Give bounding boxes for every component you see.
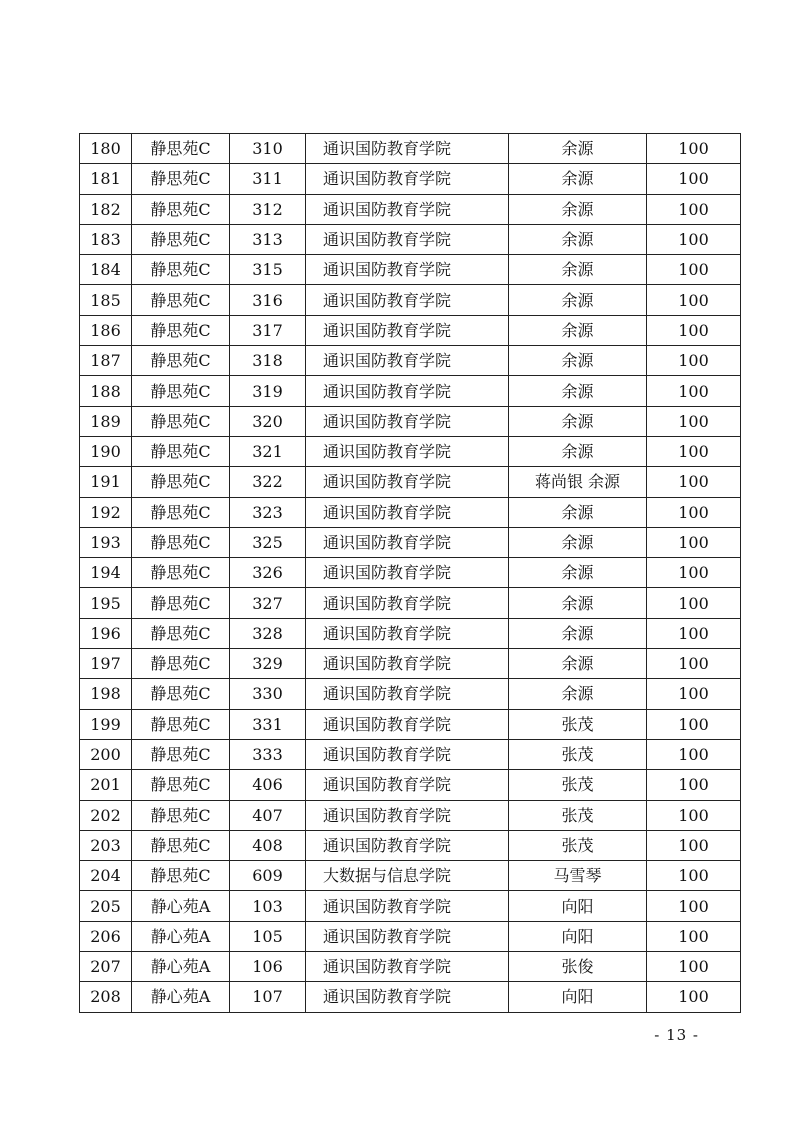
instructor-cell: 余源 — [509, 255, 647, 285]
score-cell: 100 — [647, 800, 741, 830]
score-cell: 100 — [647, 982, 741, 1012]
row-number-cell: 207 — [80, 952, 132, 982]
room-cell: 315 — [230, 255, 306, 285]
instructor-cell: 余源 — [509, 315, 647, 345]
room-cell: 317 — [230, 315, 306, 345]
row-number-cell: 196 — [80, 618, 132, 648]
building-cell: 静心苑A — [132, 982, 230, 1012]
building-cell: 静心苑A — [132, 952, 230, 982]
instructor-cell: 余源 — [509, 134, 647, 164]
building-cell: 静思苑C — [132, 709, 230, 739]
room-cell: 325 — [230, 527, 306, 557]
room-cell: 103 — [230, 891, 306, 921]
table-row — [80, 800, 741, 830]
row-number-cell: 192 — [80, 497, 132, 527]
college-cell: 通识国防教育学院 — [306, 134, 509, 164]
table-row — [80, 618, 741, 648]
row-number-cell: 193 — [80, 527, 132, 557]
score-cell: 100 — [647, 739, 741, 769]
instructor-cell: 余源 — [509, 497, 647, 527]
score-cell: 100 — [647, 255, 741, 285]
instructor-cell: 张俊 — [509, 952, 647, 982]
dormitory-score-table — [79, 133, 741, 1013]
row-number-cell: 205 — [80, 891, 132, 921]
score-cell: 100 — [647, 830, 741, 860]
score-cell: 100 — [647, 921, 741, 951]
table-row — [80, 891, 741, 921]
room-cell: 326 — [230, 558, 306, 588]
row-number-cell: 197 — [80, 649, 132, 679]
college-cell: 通识国防教育学院 — [306, 376, 509, 406]
room-cell: 311 — [230, 164, 306, 194]
table-row — [80, 952, 741, 982]
row-number-cell: 200 — [80, 739, 132, 769]
table-row — [80, 709, 741, 739]
building-cell: 静思苑C — [132, 436, 230, 466]
building-cell: 静思苑C — [132, 224, 230, 254]
row-number-cell: 201 — [80, 770, 132, 800]
room-cell: 329 — [230, 649, 306, 679]
building-cell: 静思苑C — [132, 588, 230, 618]
score-cell: 100 — [647, 346, 741, 376]
row-number-cell: 199 — [80, 709, 132, 739]
room-cell: 319 — [230, 376, 306, 406]
college-cell: 通识国防教育学院 — [306, 194, 509, 224]
instructor-cell: 向阳 — [509, 921, 647, 951]
table-row — [80, 376, 741, 406]
room-cell: 106 — [230, 952, 306, 982]
instructor-cell: 余源 — [509, 527, 647, 557]
table-row — [80, 921, 741, 951]
row-number-cell: 187 — [80, 346, 132, 376]
score-cell: 100 — [647, 376, 741, 406]
college-cell: 通识国防教育学院 — [306, 255, 509, 285]
instructor-cell: 张茂 — [509, 830, 647, 860]
table-row — [80, 770, 741, 800]
college-cell: 通识国防教育学院 — [306, 739, 509, 769]
table-row — [80, 467, 741, 497]
row-number-cell: 185 — [80, 285, 132, 315]
college-cell: 通识国防教育学院 — [306, 830, 509, 860]
instructor-cell: 向阳 — [509, 982, 647, 1012]
table-row — [80, 224, 741, 254]
row-number-cell: 188 — [80, 376, 132, 406]
building-cell: 静思苑C — [132, 315, 230, 345]
building-cell: 静思苑C — [132, 194, 230, 224]
table-row — [80, 739, 741, 769]
table-row — [80, 830, 741, 860]
instructor-cell: 余源 — [509, 618, 647, 648]
score-cell: 100 — [647, 406, 741, 436]
row-number-cell: 189 — [80, 406, 132, 436]
table-row — [80, 679, 741, 709]
college-cell: 通识国防教育学院 — [306, 921, 509, 951]
college-cell: 通识国防教育学院 — [306, 952, 509, 982]
row-number-cell: 195 — [80, 588, 132, 618]
instructor-cell: 余源 — [509, 164, 647, 194]
table-row — [80, 194, 741, 224]
instructor-cell: 张茂 — [509, 709, 647, 739]
building-cell: 静思苑C — [132, 255, 230, 285]
college-cell: 通识国防教育学院 — [306, 467, 509, 497]
table-row — [80, 134, 741, 164]
score-cell: 100 — [647, 891, 741, 921]
table-row — [80, 285, 741, 315]
dormitory-score-table-container — [79, 133, 741, 1013]
instructor-cell: 余源 — [509, 346, 647, 376]
college-cell: 通识国防教育学院 — [306, 891, 509, 921]
college-cell: 通识国防教育学院 — [306, 406, 509, 436]
college-cell: 通识国防教育学院 — [306, 770, 509, 800]
college-cell: 大数据与信息学院 — [306, 861, 509, 891]
score-cell: 100 — [647, 770, 741, 800]
row-number-cell: 191 — [80, 467, 132, 497]
score-cell: 100 — [647, 558, 741, 588]
score-cell: 100 — [647, 618, 741, 648]
building-cell: 静思苑C — [132, 497, 230, 527]
score-cell: 100 — [647, 497, 741, 527]
score-cell: 100 — [647, 709, 741, 739]
row-number-cell: 203 — [80, 830, 132, 860]
instructor-cell: 蒋尚银 余源 — [509, 467, 647, 497]
room-cell: 321 — [230, 436, 306, 466]
college-cell: 通识国防教育学院 — [306, 346, 509, 376]
room-cell: 328 — [230, 618, 306, 648]
college-cell: 通识国防教育学院 — [306, 800, 509, 830]
college-cell: 通识国防教育学院 — [306, 618, 509, 648]
row-number-cell: 183 — [80, 224, 132, 254]
college-cell: 通识国防教育学院 — [306, 558, 509, 588]
room-cell: 318 — [230, 346, 306, 376]
building-cell: 静思苑C — [132, 739, 230, 769]
instructor-cell: 余源 — [509, 194, 647, 224]
instructor-cell: 余源 — [509, 406, 647, 436]
room-cell: 316 — [230, 285, 306, 315]
score-cell: 100 — [647, 315, 741, 345]
instructor-cell: 马雪琴 — [509, 861, 647, 891]
room-cell: 313 — [230, 224, 306, 254]
score-cell: 100 — [647, 527, 741, 557]
college-cell: 通识国防教育学院 — [306, 588, 509, 618]
table-row — [80, 255, 741, 285]
building-cell: 静思苑C — [132, 770, 230, 800]
instructor-cell: 余源 — [509, 558, 647, 588]
building-cell: 静思苑C — [132, 800, 230, 830]
building-cell: 静思苑C — [132, 467, 230, 497]
row-number-cell: 190 — [80, 436, 132, 466]
table-row — [80, 588, 741, 618]
building-cell: 静心苑A — [132, 891, 230, 921]
room-cell: 408 — [230, 830, 306, 860]
room-cell: 333 — [230, 739, 306, 769]
instructor-cell: 余源 — [509, 588, 647, 618]
row-number-cell: 202 — [80, 800, 132, 830]
row-number-cell: 186 — [80, 315, 132, 345]
row-number-cell: 182 — [80, 194, 132, 224]
college-cell: 通识国防教育学院 — [306, 497, 509, 527]
college-cell: 通识国防教育学院 — [306, 709, 509, 739]
building-cell: 静思苑C — [132, 649, 230, 679]
college-cell: 通识国防教育学院 — [306, 285, 509, 315]
building-cell: 静思苑C — [132, 346, 230, 376]
room-cell: 327 — [230, 588, 306, 618]
building-cell: 静思苑C — [132, 558, 230, 588]
college-cell: 通识国防教育学院 — [306, 679, 509, 709]
table-body — [80, 134, 741, 1013]
building-cell: 静思苑C — [132, 618, 230, 648]
row-number-cell: 184 — [80, 255, 132, 285]
row-number-cell: 180 — [80, 134, 132, 164]
college-cell: 通识国防教育学院 — [306, 164, 509, 194]
building-cell: 静思苑C — [132, 679, 230, 709]
room-cell: 407 — [230, 800, 306, 830]
table-row — [80, 497, 741, 527]
instructor-cell: 余源 — [509, 224, 647, 254]
row-number-cell: 204 — [80, 861, 132, 891]
college-cell: 通识国防教育学院 — [306, 436, 509, 466]
college-cell: 通识国防教育学院 — [306, 527, 509, 557]
instructor-cell: 向阳 — [509, 891, 647, 921]
score-cell: 100 — [647, 467, 741, 497]
score-cell: 100 — [647, 679, 741, 709]
score-cell: 100 — [647, 194, 741, 224]
row-number-cell: 181 — [80, 164, 132, 194]
table-row — [80, 346, 741, 376]
room-cell: 105 — [230, 921, 306, 951]
score-cell: 100 — [647, 861, 741, 891]
row-number-cell: 198 — [80, 679, 132, 709]
instructor-cell: 余源 — [509, 376, 647, 406]
college-cell: 通识国防教育学院 — [306, 982, 509, 1012]
score-cell: 100 — [647, 285, 741, 315]
table-row — [80, 164, 741, 194]
building-cell: 静思苑C — [132, 164, 230, 194]
building-cell: 静思苑C — [132, 861, 230, 891]
score-cell: 100 — [647, 649, 741, 679]
instructor-cell: 余源 — [509, 679, 647, 709]
room-cell: 310 — [230, 134, 306, 164]
room-cell: 312 — [230, 194, 306, 224]
college-cell: 通识国防教育学院 — [306, 224, 509, 254]
score-cell: 100 — [647, 588, 741, 618]
building-cell: 静思苑C — [132, 285, 230, 315]
instructor-cell: 余源 — [509, 285, 647, 315]
building-cell: 静思苑C — [132, 406, 230, 436]
table-row — [80, 527, 741, 557]
instructor-cell: 张茂 — [509, 800, 647, 830]
building-cell: 静思苑C — [132, 830, 230, 860]
row-number-cell: 194 — [80, 558, 132, 588]
room-cell: 323 — [230, 497, 306, 527]
score-cell: 100 — [647, 224, 741, 254]
instructor-cell: 余源 — [509, 649, 647, 679]
room-cell: 609 — [230, 861, 306, 891]
score-cell: 100 — [647, 436, 741, 466]
building-cell: 静思苑C — [132, 134, 230, 164]
table-row — [80, 436, 741, 466]
table-row — [80, 406, 741, 436]
room-cell: 330 — [230, 679, 306, 709]
row-number-cell: 206 — [80, 921, 132, 951]
room-cell: 331 — [230, 709, 306, 739]
table-row — [80, 649, 741, 679]
table-row — [80, 558, 741, 588]
table-row — [80, 861, 741, 891]
table-row — [80, 982, 741, 1012]
building-cell: 静心苑A — [132, 921, 230, 951]
college-cell: 通识国防教育学院 — [306, 649, 509, 679]
row-number-cell: 208 — [80, 982, 132, 1012]
building-cell: 静思苑C — [132, 376, 230, 406]
room-cell: 406 — [230, 770, 306, 800]
page-number: - 13 - — [654, 1026, 699, 1044]
score-cell: 100 — [647, 164, 741, 194]
table-row — [80, 315, 741, 345]
score-cell: 100 — [647, 952, 741, 982]
instructor-cell: 张茂 — [509, 770, 647, 800]
room-cell: 107 — [230, 982, 306, 1012]
instructor-cell: 张茂 — [509, 739, 647, 769]
room-cell: 320 — [230, 406, 306, 436]
room-cell: 322 — [230, 467, 306, 497]
instructor-cell: 余源 — [509, 436, 647, 466]
score-cell: 100 — [647, 134, 741, 164]
building-cell: 静思苑C — [132, 527, 230, 557]
college-cell: 通识国防教育学院 — [306, 315, 509, 345]
